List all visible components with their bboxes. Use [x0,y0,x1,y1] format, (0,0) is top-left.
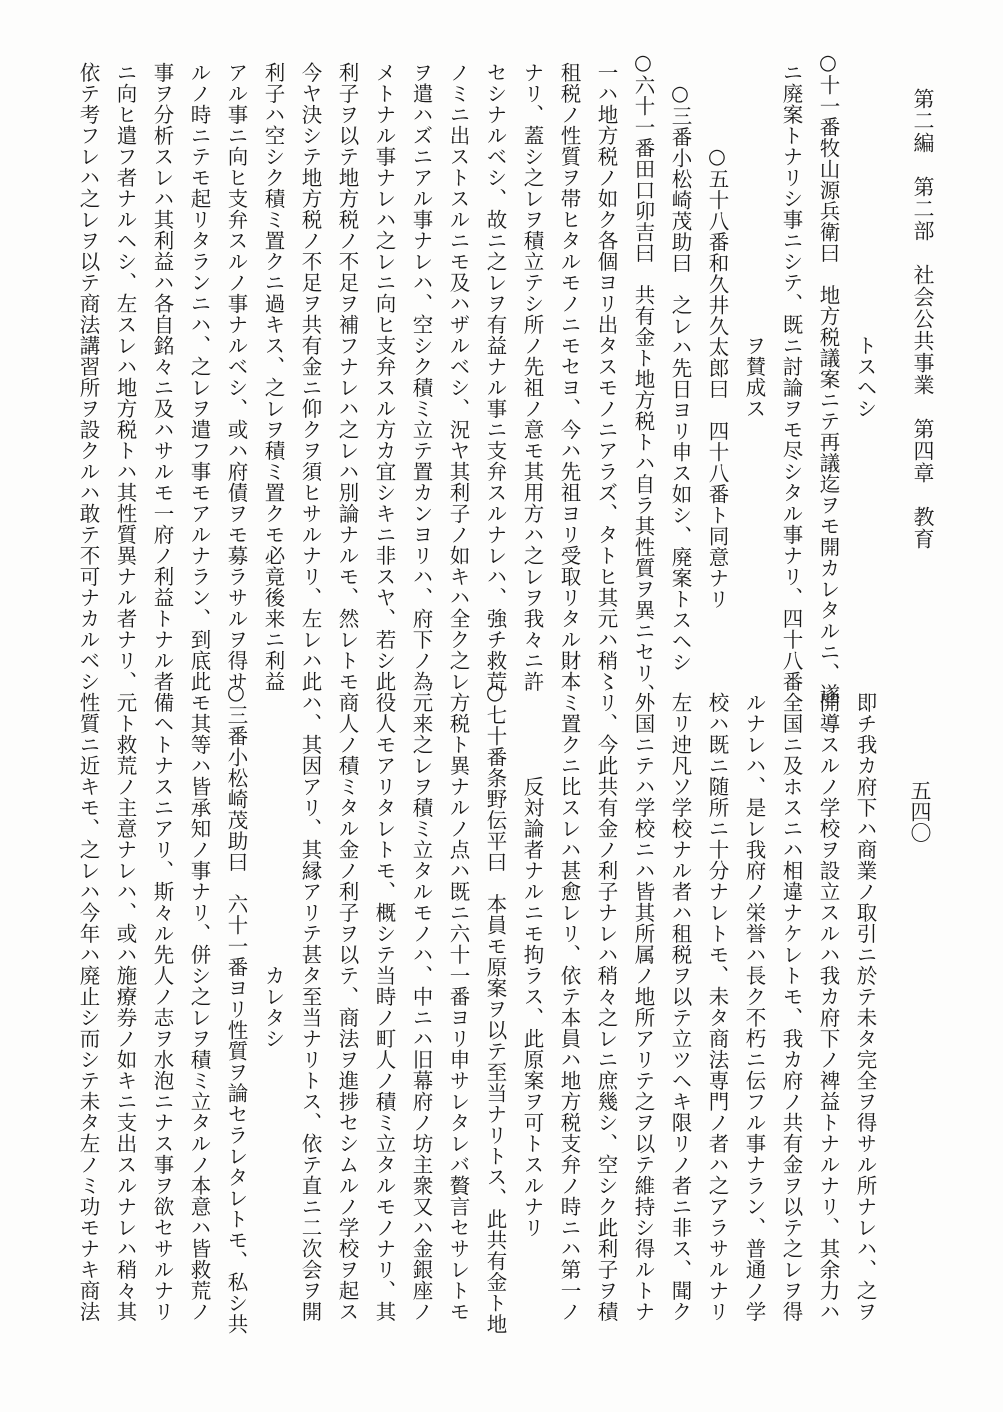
text-line: 事ヲ分析スレハ其利益ハ各自銘々ニ及ハサルモ一府ノ利益トナル者 [150,62,174,692]
text-line: 租税ノ性質ヲ帯ヒタルモノニモセヨ、今ハ先祖ヨリ受取リタル財本 [557,62,581,692]
text-line: 依テ考フレハ之レヲ以テ商法講習所ヲ設クルハ敢テ不可ナカルベシ [76,62,100,692]
text-line: 利子ヲ以テ地方税ノ不足ヲ補フナレハ之レハ別論ナルモ、然レトモ [335,62,359,692]
text-line: 性質ニ近キモ、之レハ今年ハ廃止シ而シテ未タ左ノミ功モナキ商法 [76,692,100,1322]
text-line: 校ハ既ニ随所ニ十分ナレトモ、未タ商法専門ノ者ハ之アラサルナリ [705,692,729,1322]
text-line: 商人ノ積ミタル金ノ利子ヲ以テ、商法ヲ進捗セシムルノ学校ヲ起ス [335,692,359,1322]
running-header: 第二編 第二部 社会公共事業 第四章 教育 [911,88,935,550]
text-line: ○六十一番田口卯吉曰 共有金ト地方税トハ自ラ其性質ヲ異ニセリ、 [631,49,655,705]
text-line: ○三番小松崎茂助曰 之レハ先日ヨリ申ス如シ、廃案トスヘシ [668,81,692,673]
text-line: 利子ハ空シク積ミ置クニ過キス、之レヲ積ミ置クモ必竟後来ニ利益 [261,62,285,692]
text-line: ノミニ出ストスルニモ及ハザルベシ、況ヤ其利子ノ如キハ全ク之レ [446,62,470,692]
text-line: ニ向ヒ遣フ者ナルヘシ、左スレハ地方税トハ其性質異ナル者ナリ、 [113,62,137,692]
text-line: 今ヤ決シテ地方税ノ不足ヲ共有金ニ仰クヲ須ヒサルナリ、左レハ此 [298,62,322,692]
text-line: ヲ賛成ス [742,335,766,419]
text-line: アル事ニ向ヒ支弁スルノ事ナルベシ、或ハ府債ヲモ募ラサルヲ得サ [224,62,248,692]
text-line: 備ヘトナスニアリ、斯々ル先人ノ志ヲ水泡ニナス事ヲ欲セサルナリ [150,692,174,1322]
text-line: ニ廃案トナリシ事ニシテ、既ニ討論ヲモ尽シタル事ナリ、四十八番 [779,62,803,692]
text-line: 役人モアリタレトモ、概シテ当時ノ町人ノ積ミ立タルモノナリ、其 [372,692,396,1322]
text-line: 即チ我カ府下ハ商業ノ取引ニ於テ未タ完全ヲ得サル所ナレハ、之ヲ [853,692,877,1322]
text-line: ナリ、蓋シ之レヲ積立テシ所ノ先祖ノ意モ其用方ハ之レヲ我々ニ許 [520,62,544,692]
text-line: モ其等ハ皆承知ノ事ナリ、併シ之レヲ積ミ立タルノ本意ハ皆救荒ノ [187,692,211,1322]
text-line: ミ置クニ比スレハ甚愈レリ、依テ本員ハ地方税支弁ノ時ニハ第一ノ [557,692,581,1322]
text-line: ヲ遣ハズニアル事ナレハ、空シク積ミ立テ置カンヨリハ、府下ノ為 [409,62,433,692]
text-line: 方税ト異ナルノ点ハ既ニ六十一番ヨリ申サレタレバ贅言セサレトモ [446,692,470,1322]
text-line: 元来之レヲ積ミ立タルモノハ、中ニハ旧幕府ノ坊主衆又ハ金銀座ノ [409,692,433,1322]
text-line: ルノ時ニテモ起リタランニハ、之レヲ遣フ事モアルナラン、到底此 [187,62,211,692]
text-line: 反対論者ナルニモ拘ラス、此原案ヲ可トスルナリ [520,776,544,1238]
text-line: 一ハ地方税ノ如ク各個ヨリ出タスモノニアラズ、タトヒ其元ハ稍〻 [594,62,618,692]
text-line: ハ、其因アリ、其縁アリテ甚タ至当ナリトス、依テ直ニ二次会ヲ開 [298,692,322,1322]
page-number: 五四〇 [908,780,932,843]
upper-text-block [61,49,877,705]
text-line: ○十一番牧山源兵衛曰 地方税議案ニテ再議迄ヲモ開カレタルニ、遂 [816,49,840,705]
text-line: トスヘシ [853,335,877,419]
text-line: ○五十八番和久井久太郎曰 四十八番ト同意ナリ [705,144,729,610]
text-line: カレタシ [261,965,285,1049]
text-line: 開導スルノ学校ヲ設立スルハ我カ府下ノ裨益トナルナリ、其余力ハ [816,692,840,1322]
text-line: セシナルベシ、故ニ之レヲ有益ナル事ニ支弁スルナレハ、強チ救荒 [483,62,507,692]
text-line: 左リ迚凡ソ学校ナル者ハ租税ヲ以テ立ツヘキ限リノ者ニ非ス、聞ク [668,692,692,1322]
text-line: ○七十番条野伝平曰 本員モ原案ヲ以テ至当ナリトス、此共有金ト地 [483,679,507,1335]
lower-text-block [61,679,877,1335]
text-line: ○三番小松崎茂助曰 六十一番ヨリ性質ヲ論セラレタレトモ、私シ共 [224,679,248,1335]
text-line: ルナレハ、是レ我府ノ栄誉ハ長ク不朽ニ伝フル事ナラン、普通ノ学 [742,692,766,1322]
text-line: メトナル事ナレハ之レニ向ヒ支弁スル方カ宜シキニ非スヤ、若シ此 [372,62,396,692]
text-line: リ、今此共有金ノ利子ナレハ稍々之レニ庶幾シ、空シク此利子ヲ積 [594,692,618,1322]
text-line: 全国ニ及ホスニハ相違ナケレトモ、我カ府ノ共有金ヲ以テ之レヲ得 [779,692,803,1322]
text-line: 外国ニテハ学校ニハ皆其所属ノ地所アリテ之ヲ以テ維持シ得ルトナ [631,692,655,1322]
text-line: 元ト救荒ノ主意ナレハ、或ハ施療券ノ如キニ支出スルナレハ稍々其 [113,692,137,1322]
